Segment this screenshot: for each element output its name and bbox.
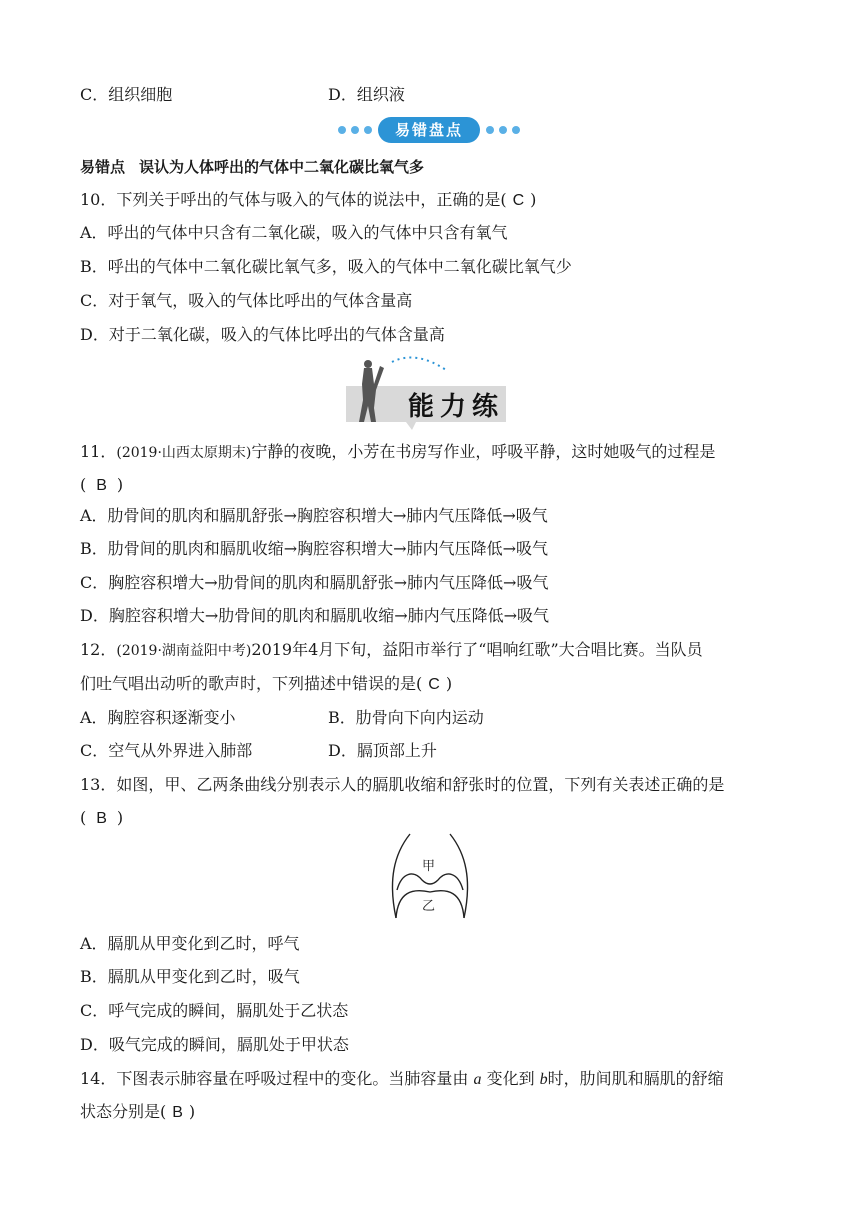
q12-source: (2019·湖南益阳中考): [116, 643, 252, 659]
q13-answer: B: [96, 810, 107, 827]
q14-stem-b: 变化到: [486, 1069, 535, 1088]
q11-open: (: [80, 475, 87, 494]
q11-option-a: A．肋骨间的肌肉和膈肌舒张→胸腔容积增大→肺内气压降低→吸气: [80, 506, 548, 525]
q10-close: ): [530, 190, 537, 209]
q10-option-d: D．对于二氧化碳，吸入的气体比呼出的气体含量高: [80, 325, 445, 344]
q11-option-c: C．胸腔容积增大→肋骨间的肌肉和膈肌舒张→肺内气压降低→吸气: [80, 573, 549, 592]
q10-option-a: A．呼出的气体中只含有二氧化碳，吸入的气体中只含有氧气: [80, 223, 508, 242]
q13-option-c: C．呼气完成的瞬间，膈肌处于乙状态: [80, 1001, 349, 1020]
q10-option-c: C．对于氧气，吸入的气体比呼出的气体含量高: [80, 291, 413, 310]
q12-stem-line2: [80, 673, 452, 696]
q13-option-b: B．膈肌从甲变化到乙时，吸气: [80, 967, 300, 986]
q12-option-d: D．膈顶部上升: [328, 741, 437, 760]
q12-option-c: C．空气从外界进入肺部: [80, 741, 253, 760]
q11-close: ): [116, 475, 124, 494]
q13-answer-line: [80, 807, 123, 830]
ability-section-header: [346, 356, 514, 430]
pitfall-tag: 易错点: [80, 158, 126, 176]
q12-close: ): [445, 674, 453, 693]
q14-stem-a: 14．下图表示肺容量在呼吸过程中的变化。当肺容量由: [80, 1069, 469, 1088]
q12-stem-text2: 们吐气唱出动听的歌声时，下列描述中错误的是(: [80, 674, 423, 693]
q11-stem-text: 宁静的夜晚，小芳在书房写作业，呼吸平静，这时她吸气的过程是: [251, 442, 716, 461]
pitfall-text: 误认为人体呼出的气体中二氧化碳比氧气多: [139, 158, 425, 176]
option-c-prev: C．组织细胞: [80, 85, 173, 104]
q11-option-b: B．肋骨间的肌肉和膈肌收缩→胸腔容积增大→肺内气压降低→吸气: [80, 539, 548, 558]
q11-stem: [80, 441, 715, 464]
banner-label: 易错盘点: [378, 117, 480, 143]
q11-source: (2019·山西太原期末): [116, 445, 252, 461]
q13-option-d: D．吸气完成的瞬间，膈肌处于甲状态: [80, 1035, 349, 1054]
label-yi: 乙: [422, 899, 436, 914]
q10-answer: C: [512, 192, 525, 209]
q14-stem-text2: 状态分别是(: [80, 1102, 167, 1121]
q14-var-b: b: [539, 1071, 548, 1088]
q12-answer: C: [428, 676, 440, 693]
q12-stem-text: 2019年4月下旬，益阳市举行了“唱响红歌”大合唱比赛。当队员: [251, 640, 703, 659]
diaphragm-curves: [388, 832, 472, 922]
q12-number: 12．: [80, 640, 117, 659]
q14-stem: [80, 1068, 724, 1091]
diaphragm-diagram: [388, 832, 472, 922]
q14-answer: B: [172, 1104, 183, 1121]
q10-stem: [80, 189, 536, 212]
ability-title: 能力练: [408, 392, 505, 422]
q13-option-a: A．膈肌从甲变化到乙时，呼气: [80, 934, 300, 953]
option-d-prev: D．组织液: [328, 85, 405, 104]
q12-option-a: A．胸腔容积逐渐变小: [80, 708, 236, 727]
q13-stem: 13．如图，甲、乙两条曲线分别表示人的膈肌收缩和舒张时的位置，下列有关表述正确的是: [80, 775, 725, 794]
q14-var-a: a: [473, 1071, 482, 1088]
q14-close: ): [188, 1102, 196, 1121]
pitfall-banner: [334, 116, 524, 144]
q10-stem-text: 10．下列关于呼出的气体与吸入的气体的说法中，正确的是(: [80, 190, 507, 209]
q10-option-b: B．呼出的气体中二氧化碳比氧气多，吸入的气体中二氧化碳比氧气少: [80, 257, 572, 276]
q13-close: ): [116, 808, 124, 827]
q11-answer-line: [80, 474, 123, 497]
label-jia: 甲: [422, 859, 436, 874]
q12-option-b: B．肋骨向下向内运动: [328, 708, 484, 727]
q11-answer: B: [96, 477, 107, 494]
q12-stem: [80, 639, 703, 662]
q11-option-d: D．胸腔容积增大→肋骨间的肌肉和膈肌收缩→肺内气压降低→吸气: [80, 606, 550, 625]
pitfall-heading: [80, 156, 424, 178]
q11-number: 11．: [80, 442, 117, 461]
q14-stem-line2: [80, 1101, 195, 1124]
q13-open: (: [80, 808, 87, 827]
q14-stem-c: 时，肋间肌和膈肌的舒缩: [547, 1069, 724, 1088]
